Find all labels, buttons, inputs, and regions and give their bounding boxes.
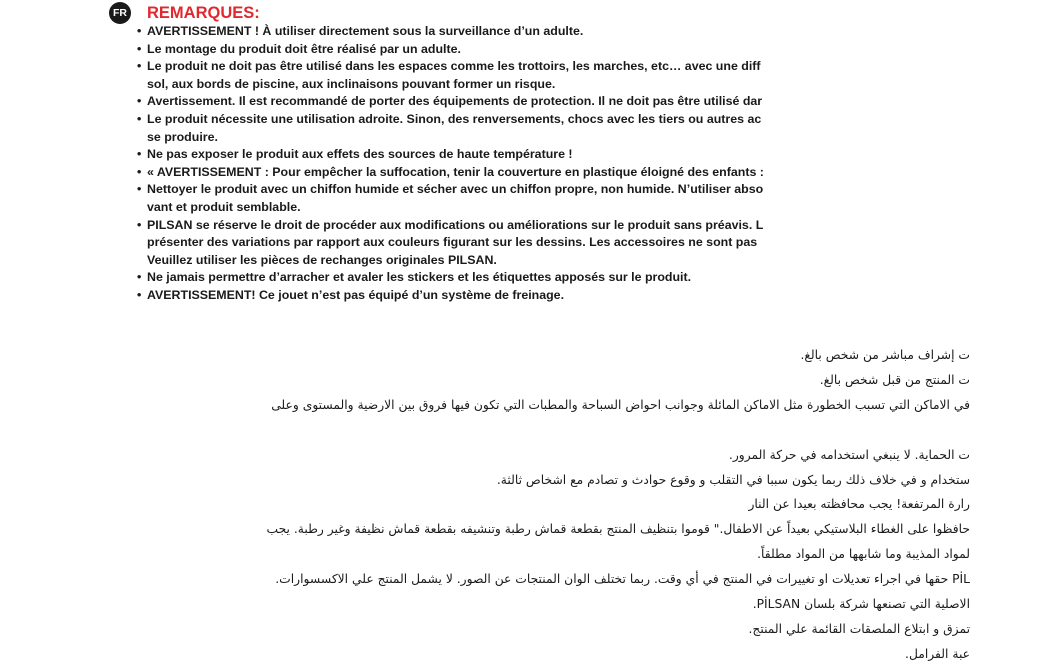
remark-line: • Nettoyer le produit avec un chiffon humide et sécher avec un chiffon propre, non humide. N’utiliser abso <box>147 182 764 197</box>
arabic-remarks-block <box>0 343 970 667</box>
remark-line: • AVERTISSEMENT! Ce jouet n’est pas équipé d’un système de freinage. <box>147 287 565 302</box>
arabic-remark-line: عبة الفرامل. <box>905 646 970 661</box>
remark-item <box>137 93 1037 111</box>
remark-line: • Ne jamais permettre d’arracher et avaler les stickers et les étiquettes apposés sur le produit. <box>147 270 692 285</box>
remark-item <box>137 23 1037 41</box>
remark-item <box>137 181 1037 216</box>
arabic-remark-line: الاصلية التي تصنعها شركة بلسان PİLSAN. <box>752 597 970 612</box>
remark-line: • « AVERTISSEMENT : Pour empêcher la suffocation, tenir la couverture en plastique éloigné des enfants : <box>147 164 764 179</box>
arabic-remark-line: ت إشراف مباشر من شخص بالغ. <box>800 348 970 362</box>
arabic-gap <box>0 418 970 443</box>
arabic-remark-line: PİL حقها في اجراء تعديلات او تغييرات في المنتج في أي وقت. ربما تختلف الوان المنتجات عن الصور. لا يشمل المنتج علي الاكسسوارات. <box>275 572 970 587</box>
remark-item <box>137 111 1037 146</box>
remark-line: • Le produit nécessite une utilisation adroite. Sinon, des renversements, chocs avec les tiers ou autres ac <box>147 111 762 126</box>
remark-line: présenter des variations par rapport aux couleurs figurant sur les dessins. Les accessoires ne sont pas <box>147 235 758 250</box>
arabic-remark-line: ستخدام و في خلاف ذلك ربما يكون سببا في التقلب و وقوع حوادث و تصادم مع اشخاص ثالثة. <box>496 472 970 487</box>
remark-line: sol, aux bords de piscine, aux inclinaisons pouvant former un risque. <box>147 76 556 91</box>
arabic-remark-line: رارة المرتفعة! يجب محافظته بعيدا عن النار <box>748 497 970 512</box>
remark-item <box>137 269 1037 287</box>
remark-line: Veuillez utiliser les pièces de rechanges originales PILSAN. <box>147 252 497 267</box>
remark-line: • Ne pas exposer le produit aux effets des sources de haute température ! <box>147 147 573 162</box>
remark-line: • AVERTISSEMENT ! À utiliser directement sous la surveillance d’un adulte. <box>147 24 584 38</box>
arabic-remark-line: حافظوا على الغطاء البلاستيكي بعيداً عن الاطفال." قوموا بتنظيف المنتج بقطعة قماش رطبة وتنشيفه بقطعة قماش نظيفة وغير رطبة. يجب <box>266 522 970 537</box>
remark-line: • PILSAN se réserve le droit de procéder aux modifications ou améliorations sur le produit sans préavis. L <box>147 217 764 232</box>
remark-item <box>137 217 1037 270</box>
remark-line: vant et produit semblable. <box>147 199 301 214</box>
arabic-remark-line: لمواد المذيبة وما شابهها من المواد مطلقاً. <box>757 547 970 562</box>
arabic-remark-line: ت الحماية. لا ينبغي استخدامه في حركة المرور. <box>728 447 970 462</box>
remark-item <box>137 58 1037 93</box>
remark-line: • Avertissement. Il est recommandé de porter des équipements de protection. Il ne doit pas être utilisé dar <box>147 94 763 109</box>
language-badge-fr: FR <box>109 2 131 24</box>
remarks-title: REMARQUES: <box>147 4 260 22</box>
remark-line: • Le produit ne doit pas être utilisé dans les espaces comme les trottoirs, les marches, etc… avec une diff <box>147 59 761 74</box>
arabic-remark-line: تمزق و ابتلاع الملصقات القائمة علي المنتج. <box>748 621 970 636</box>
remark-line: • Le montage du produit doit être réalisé par un adulte. <box>147 41 461 56</box>
remark-item <box>137 287 1037 305</box>
remark-item <box>137 41 1037 59</box>
arabic-remark-line: في الاماكن التي تسبب الخطورة مثل الاماكن المائلة وجوانب احواض السباحة والمطبات التي تكون فيها فروق بين الارضية والمستوى وعلى <box>271 397 970 412</box>
remark-item <box>137 146 1037 164</box>
remark-line: se produire. <box>147 129 218 144</box>
remark-item <box>137 164 1037 182</box>
french-remarks-list <box>137 23 1037 305</box>
arabic-remark-line: ت المنتج من قبل شخص بالغ. <box>819 372 970 387</box>
